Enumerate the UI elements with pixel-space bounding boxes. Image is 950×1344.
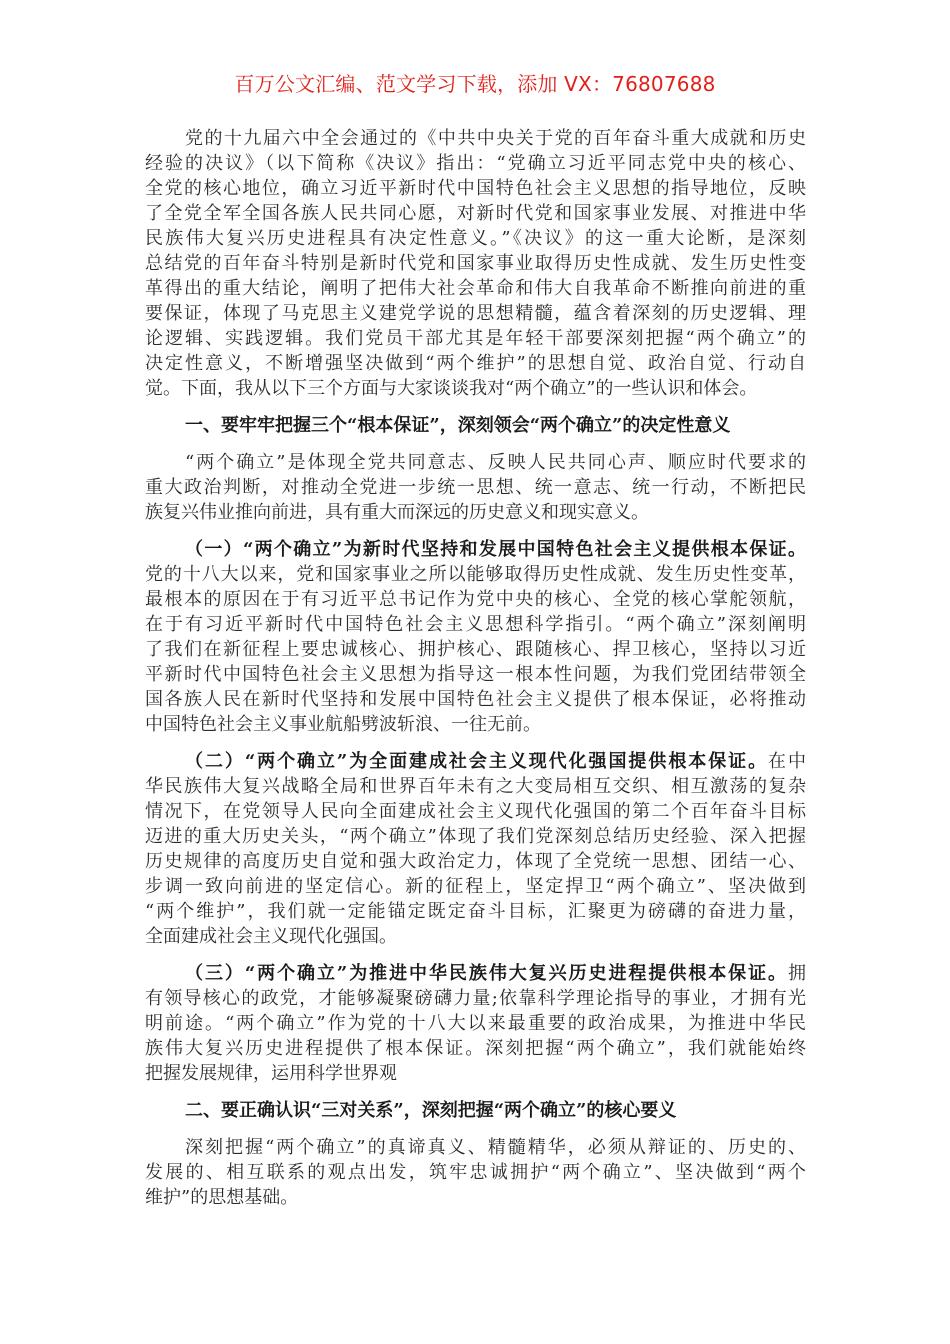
bold-lead-text: 一、要牢牢把握三个“根本保证”，深刻领会“两个确立”的决定性意义 <box>185 415 731 436</box>
text-line <box>145 301 806 326</box>
line-text: “两个维护”，我们就一定能锚定既定奋斗目标，汇聚更为磅礴的奋进力量， <box>145 901 806 922</box>
text-line <box>145 712 806 737</box>
bold-lead-text: 二、要正确认识“三对关系”，深刻把握“两个确立”的核心要义 <box>185 1100 677 1121</box>
section-heading <box>145 1098 806 1123</box>
line-text: 明前途。“两个确立”作为党的十八大以来最重要的政治成果，为推进中华民 <box>145 1013 806 1034</box>
text-line <box>145 774 806 799</box>
text-line <box>145 450 806 475</box>
line-text: 党的十八大以来，党和国家事业之所以能够取得历史性成就、发生历史性变革， <box>145 564 806 585</box>
line-text: 情况下，在党领导人民向全面建成社会主义现代化强国的第二个百年奋斗目标 <box>145 801 806 822</box>
text-line <box>145 662 806 687</box>
text-line <box>145 824 806 849</box>
bold-lead-text: （三）“两个确立”为推进中华民族伟大复兴历史进程提供根本保证。 <box>185 963 788 984</box>
paragraph <box>145 1135 806 1210</box>
text-line <box>145 1185 806 1210</box>
line-text: 深刻把握“两个确立”的真谛真义、精髓精华，必须从辩证的、历史的、 <box>185 1137 806 1158</box>
text-line <box>145 924 806 949</box>
line-text: 最根本的原因在于有习近平总书记作为党中央的核心、全党的核心掌舵领航， <box>145 589 806 610</box>
line-text: 了全党全军全国各族人民共同心愿，对新时代党和国家事业发展、对推进中华 <box>145 203 806 224</box>
line-text: 革得出的重大结论，阐明了把伟大社会革命和伟大自我革命不断推向前进的重 <box>145 278 806 299</box>
text-line <box>145 413 806 438</box>
text-line <box>145 1135 806 1160</box>
bold-lead-text: （二）“两个确立”为全面建成社会主义现代化强国提供根本保证。 <box>185 751 769 772</box>
text-line <box>145 1160 806 1185</box>
line-text: 华民族伟大复兴战略全局和世界百年未有之大变局相互交织、相互激荡的复杂 <box>145 776 806 797</box>
text-line <box>145 899 806 924</box>
line-text: 论逻辑、实践逻辑。我们党员干部尤其是年轻干部要深刻把握“两个确立”的 <box>145 328 806 349</box>
line-text: 要保证，体现了马克思主义建党学说的思想精髓，蕴含着深刻的历史逻辑、理 <box>145 303 806 324</box>
line-text: 步调一致向前进的坚定信心。新的征程上，坚定捍卫“两个确立”、坚决做到 <box>145 876 806 897</box>
line-text: 族复兴伟业推向前进，具有重大而深远的历史意义和现实意义。 <box>145 502 649 523</box>
line-text: 决定性意义，不断增强坚决做到“两个维护”的思想自觉、政治自觉、行动自 <box>145 353 806 374</box>
text-line <box>145 151 806 176</box>
text-line <box>145 251 806 276</box>
text-line <box>145 500 806 525</box>
line-text: 全面建成社会主义现代化强国。 <box>145 926 397 947</box>
text-line <box>145 176 806 201</box>
line-text: 维护”的思想基础。 <box>145 1187 299 1208</box>
line-text: 中国特色社会主义事业航船劈波斩浪、一往无前。 <box>145 714 541 735</box>
text-line <box>145 1061 806 1086</box>
line-text: 拥 <box>788 963 806 984</box>
text-line <box>145 537 806 562</box>
paragraph <box>145 961 806 1086</box>
text-line <box>145 351 806 376</box>
line-text: 全党的核心地位，确立习近平新时代中国特色社会主义思想的指导地位，反映 <box>145 178 806 199</box>
line-text: 国各族人民在新时代坚持和发展中国特色社会主义提供了根本保证，必将推动 <box>145 689 806 710</box>
bold-lead-text: （一）“两个确立”为新时代坚持和发展中国特色社会主义提供根本保证。 <box>185 539 806 560</box>
line-text: 有领导核心的政党，才能够凝聚磅礴力量;依靠科学理论指导的事业，才拥有光 <box>145 988 806 1009</box>
text-line <box>145 637 806 662</box>
text-line <box>145 587 806 612</box>
text-line <box>145 849 806 874</box>
text-line <box>145 986 806 1011</box>
text-line <box>145 201 806 226</box>
line-text: 迈进的重大历史关头，“两个确立”体现了我们党深刻总结历史经验、深入把握 <box>145 826 806 847</box>
text-line <box>145 1011 806 1036</box>
line-text: 族伟大复兴历史进程提供了根本保证。深刻把握“两个确立”，我们就能始终 <box>145 1038 806 1059</box>
text-line <box>145 749 806 774</box>
line-text: 历史规律的高度历史自觉和强大政治定力，体现了全党统一思想、团结一心、 <box>145 851 806 872</box>
text-line <box>145 126 806 151</box>
line-text: 发展的、相互联系的观点出发，筑牢忠诚拥护“两个确立”、坚决做到“两个 <box>145 1162 806 1183</box>
text-line <box>145 799 806 824</box>
line-text: 在中 <box>768 751 806 772</box>
text-line <box>145 1036 806 1061</box>
line-text: 民族伟大复兴历史进程具有决定性意义。”《决议》的这一重大论断，是深刻 <box>145 228 806 249</box>
text-line <box>145 612 806 637</box>
text-line <box>145 1098 806 1123</box>
line-text: 了我们在新征程上要忠诚核心、拥护核心、跟随核心、捍卫核心，坚持以习近 <box>145 639 806 660</box>
line-text: 重大政治判断，对推动全党进一步统一思想、统一意志、统一行动，不断把民 <box>145 477 806 498</box>
text-line <box>145 276 806 301</box>
text-line <box>145 562 806 587</box>
text-line <box>145 687 806 712</box>
line-text: 把握发展规律，运用科学世界观 <box>145 1063 397 1084</box>
text-line <box>145 475 806 500</box>
document-body <box>145 126 806 1222</box>
section-heading <box>145 413 806 438</box>
paragraph <box>145 749 806 949</box>
text-line <box>145 226 806 251</box>
line-text: 党的十九届六中全会通过的《中共中央关于党的百年奋斗重大成就和历史 <box>185 128 806 149</box>
line-text: “两个确立”是体现全党共同意志、反映人民共同心声、顺应时代要求的 <box>185 452 806 473</box>
text-line <box>145 874 806 899</box>
line-text: 觉。下面，我从以下三个方面与大家谈谈我对“两个确立”的一些认识和体会。 <box>145 378 758 399</box>
text-line <box>145 961 806 986</box>
text-line <box>145 376 806 401</box>
line-text: 总结党的百年奋斗特别是新时代党和国家事业取得历史性成就、发生历史性变 <box>145 253 806 274</box>
line-text: 平新时代中国特色社会主义思想为指导这一根本性问题，为我们党团结带领全 <box>145 664 806 685</box>
paragraph <box>145 126 806 401</box>
paragraph <box>145 537 806 737</box>
paragraph <box>145 450 806 525</box>
line-text: 经验的决议》（以下简称《决议》指出：“党确立习近平同志党中央的核心、 <box>145 153 806 174</box>
watermark-banner: 百万公文汇编、范文学习下载，添加 VX：76807688 <box>234 72 716 96</box>
line-text: 在于有习近平新时代中国特色社会主义思想科学指引。“两个确立”深刻阐明 <box>145 614 806 635</box>
text-line <box>145 326 806 351</box>
